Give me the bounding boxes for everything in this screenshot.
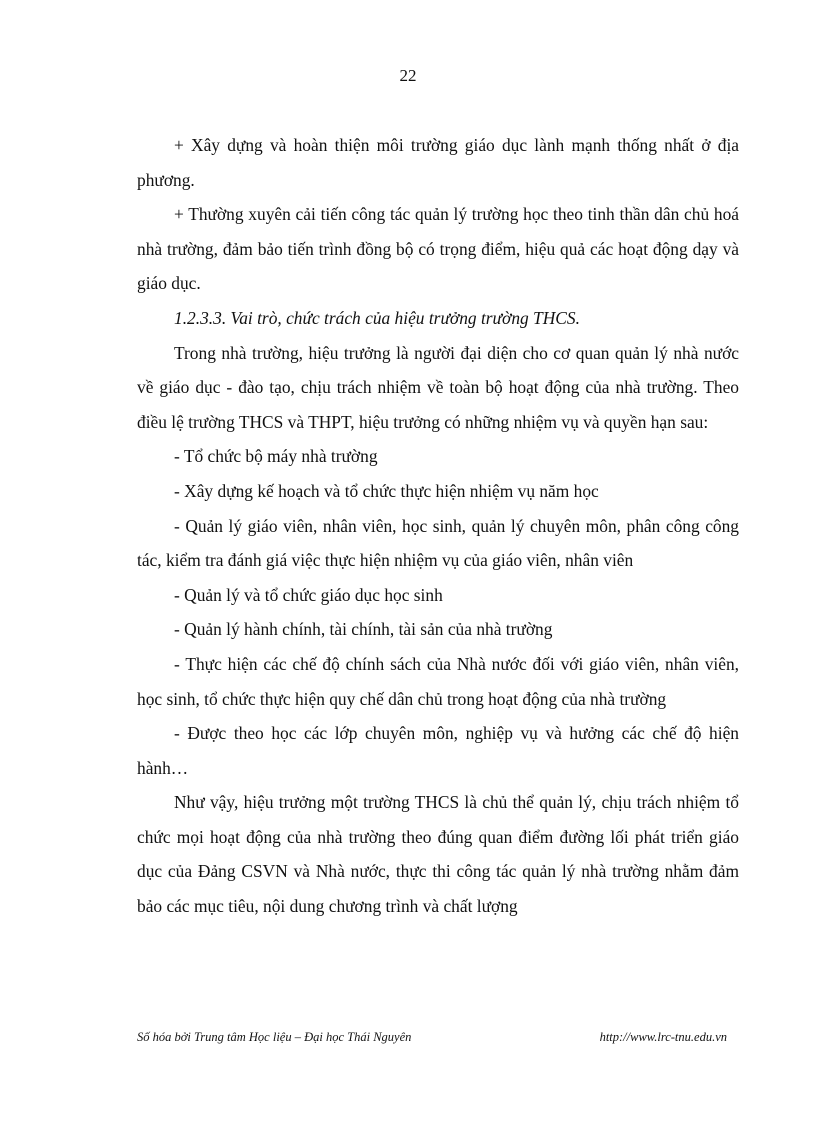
- footer-source: Số hóa bởi Trung tâm Học liệu – Đại học Thái Nguyên: [137, 1030, 412, 1044]
- document-body: [137, 128, 739, 924]
- list-item: - Xây dựng kế hoạch và tổ chức thực hiện nhiệm vụ năm học: [174, 480, 599, 501]
- paragraph-environment: + Xây dựng và hoàn thiện môi trường giáo dục lành mạnh thống nhất ở địa phương.: [137, 135, 739, 190]
- page-number: 22: [399, 66, 417, 85]
- paragraph-principal-role: Trong nhà trường, hiệu trưởng là người đại diện cho cơ quan quản lý nhà nước về giáo dục - đào tạo, chịu trách nhiệm về toàn bộ hoạt động của nhà trường. Theo điều lệ trường THCS và THPT, hiệu trưởng có những nhiệm vụ và quyền hạn sau:: [137, 342, 739, 432]
- list-item: - Quản lý giáo viên, nhân viên, học sinh, quản lý chuyên môn, phân công công tác, kiểm tra đánh giá việc thực hiện nhiệm vụ của giáo viên, nhân viên: [137, 515, 739, 571]
- list-item: - Quản lý hành chính, tài chính, tài sản của nhà trường: [174, 619, 553, 640]
- list-item: - Được theo học các lớp chuyên môn, nghiệp vụ và hưởng các chế độ hiện hành…: [137, 723, 739, 778]
- page-footer: [137, 1030, 727, 1045]
- list-item: - Quản lý và tổ chức giáo dục học sinh: [174, 584, 443, 605]
- list-item: - Tổ chức bộ máy nhà trường: [174, 446, 378, 467]
- section-heading: 1.2.3.3. Vai trò, chức trách của hiệu trưởng trường THCS.: [174, 307, 580, 328]
- list-item: - Thực hiện các chế độ chính sách của Nhà nước đối với giáo viên, nhân viên, học sinh, tổ chức thực hiện quy chế dân chủ trong hoạt động của nhà trường: [137, 653, 739, 709]
- paragraph-improvement: + Thường xuyên cải tiến công tác quản lý trường học theo tinh thần dân chủ hoá nhà trường, đảm bảo tiến trình đồng bộ có trọng điểm, hiệu quả các hoạt động dạy và giáo dục.: [137, 204, 739, 294]
- paragraph-conclusion: Như vậy, hiệu trưởng một trường THCS là chủ thể quản lý, chịu trách nhiệm tổ chức mọi hoạt động của nhà trường theo đúng quan điểm đường lối phát triển giáo dục của Đảng CSVN và Nhà nước, thực thi công tác quản lý nhà trường nhằm đảm bảo các mục tiêu, nội dung chương trình và chất lượng: [137, 792, 739, 917]
- footer-url: http://www.lrc-tnu.edu.vn: [599, 1030, 727, 1044]
